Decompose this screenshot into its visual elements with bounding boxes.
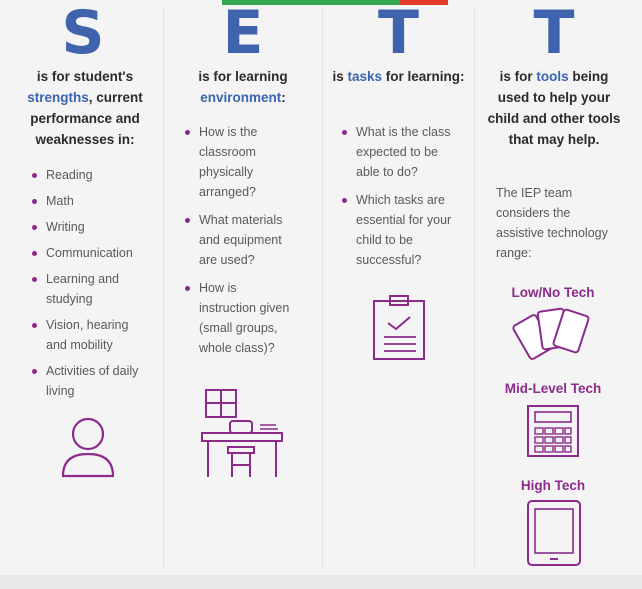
list-item: What is the class expected to be able to do?: [342, 122, 460, 182]
list-item: Math: [32, 191, 152, 211]
calculator-icon: [524, 400, 584, 460]
column-divider: [322, 8, 323, 568]
column-e: [168, 0, 318, 575]
list-item: What materials and equipment are used?: [185, 210, 293, 270]
list-item: Activities of daily living: [32, 361, 152, 401]
high-tech-label: High Tech: [520, 478, 586, 493]
letter-t: T: [533, 0, 575, 68]
keyword-tools: tools: [536, 69, 569, 84]
list-item: Vision, hearing and mobility: [32, 315, 152, 355]
letter-e: E: [222, 0, 264, 68]
environment-questions-list: [185, 122, 293, 366]
bottom-strip: [0, 575, 642, 589]
strengths-list: [32, 165, 152, 407]
column-divider: [163, 8, 164, 568]
list-item: Reading: [32, 165, 152, 185]
list-item: Which tasks are essential for your child to be successful?: [342, 190, 460, 270]
keyword-strengths: strengths: [27, 90, 89, 105]
mid-level-tech-label: Mid-Level Tech: [504, 381, 602, 396]
classroom-desk-icon: [198, 385, 288, 480]
letter-s: S: [61, 0, 105, 68]
list-item: Writing: [32, 217, 152, 237]
low-tech-label: Low/No Tech: [511, 285, 595, 300]
keyword-tasks: tasks: [347, 69, 383, 84]
letter-t: T: [378, 0, 419, 68]
clipboard-icon: [370, 293, 430, 363]
column-e-heading: is for learning environment:: [198, 69, 288, 105]
keyword-environment: environment: [200, 90, 282, 105]
column-s-heading: is for student's strengths, current performance and weaknesses in:: [27, 69, 143, 147]
list-item: How is the classroom physically arranged?: [185, 122, 293, 202]
column-t-tasks-heading: is tasks for learning:: [332, 69, 465, 84]
list-item: How is instruction given (small groups, whole class)?: [185, 278, 293, 358]
tasks-questions-list: [342, 122, 460, 278]
list-item: Learning and studying: [32, 269, 152, 309]
iep-team-paragraph: The IEP team considers the assistive technology range:: [496, 186, 608, 260]
tablet-icon: [524, 497, 584, 567]
column-t-tasks: [326, 0, 471, 575]
column-divider: [474, 8, 475, 568]
column-t-tools: [484, 0, 624, 575]
list-item: Communication: [32, 243, 152, 263]
cards-icon: [514, 304, 594, 364]
column-s: [10, 0, 160, 575]
column-t-tools-heading: is for tools being used to help your child and other tools that may help.: [487, 69, 621, 147]
person-icon: [58, 414, 118, 484]
